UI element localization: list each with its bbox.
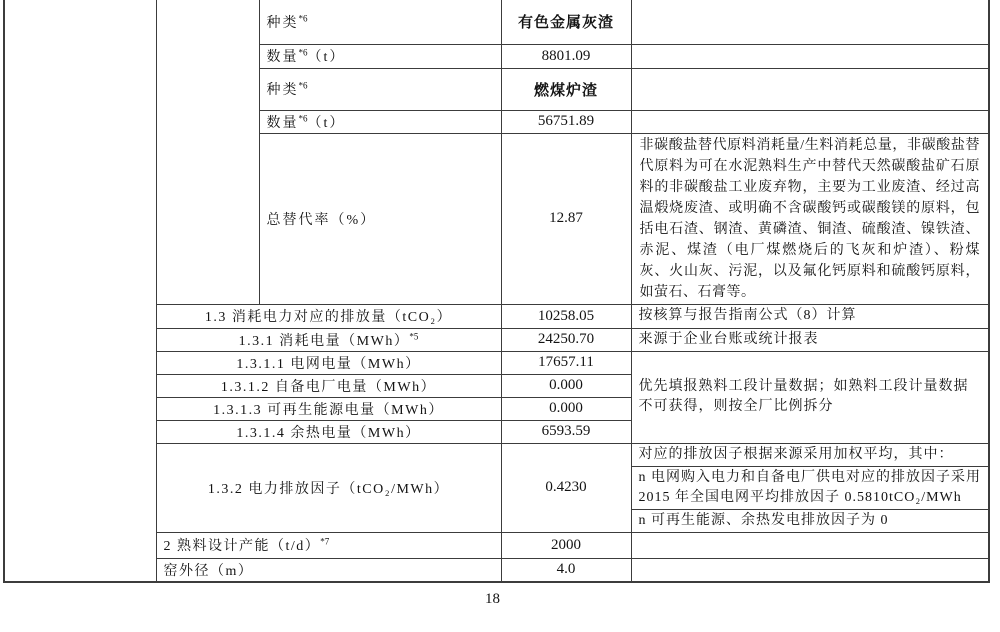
row-label: 1.3.1 消耗电量（MWh） [238,333,410,349]
table-row [4,0,989,44]
row-value-cell: 6593.59 [501,420,631,443]
row-label-cell [156,351,501,374]
row-label: 1.3.1.4 余热电量（MWh） [236,425,421,441]
row-label-cell [156,532,501,558]
footnote-marker: *6 [298,47,308,58]
row-label: 1.3 消耗电力对应的排放量（tCO₂） [204,310,453,325]
row-label-cell [156,397,501,420]
row-label: 1.3.1.2 自备电厂电量（MWh） [220,379,437,395]
row-note-cell: 对应的排放因子根据来源采用加权平均，其中： [631,443,989,466]
row-label-cell [259,44,501,68]
row-label-cell [259,0,501,44]
row-note-cell: n 电网购入电力和自备电厂供电对应的排放因子采用 2015 年全国电网平均排放因子 0.5810tCO₂/MWh [631,466,989,509]
row-note-cell: 优先填报熟料工段计量数据；如熟料工段计量数据不可获得，则按全厂比例拆分 [631,351,989,443]
footnote-marker: *6 [298,80,308,91]
row-note-cell: 非碳酸盐替代原料消耗量/生料消耗总量，非碳酸盐替代原料为可在水泥熟料生产中替代天然碳酸盐矿石原料的非碳酸盐工业废弃物，主要为工业废渣、经过高温煅烧废渣、或明确不含碳酸钙或碳酸镁的原料，包括电石渣、钢渣、黄磷渣、铜渣、硫酸渣、镍铁渣、赤泥、煤渣（电厂煤燃烧后的飞灰和炉渣）、粉煤灰、火山灰、污泥，以及氟化钙原料和硫酸钙原料，如萤石、石膏等。 [631,133,989,304]
row-label: 数量 [266,115,299,131]
row-label: 种类 [266,15,299,31]
footnote-marker: *5 [409,330,419,341]
row-label: 数量 [266,50,299,65]
row-value-cell: 0.000 [501,374,631,397]
row-label: 1.3.1.3 可再生能源电量（MWh） [213,402,444,418]
row-note-cell [631,44,989,68]
row-label-cell [156,374,501,397]
row-label: 总替代率（%） [266,212,377,228]
row-value-cell: 2000 [501,532,631,558]
row-value-cell: 24250.70 [501,328,631,351]
row-note-cell [631,110,989,133]
emissions-data-table [3,0,990,583]
left-margin-cell [4,0,156,582]
row-label: 种类 [266,83,299,98]
row-label: 2 熟料设计产能（t/d） [163,539,321,554]
row-label: 窑外径（m） [163,563,254,579]
row-label: 1.3.1.1 电网电量（MWh） [236,356,421,372]
page-number: 18 [485,591,500,607]
row-value-cell: 10258.05 [501,304,631,328]
row-label-cell [156,420,501,443]
row-note-cell [631,532,989,558]
footnote-marker: *6 [298,13,308,24]
indent-spacer-cell [156,0,259,304]
row-label-cell [156,328,501,351]
row-note-cell: 来源于企业台账或统计报表 [631,328,989,351]
row-value-cell: 56751.89 [501,110,631,133]
row-value-cell: 8801.09 [501,44,631,68]
row-value-cell: 4.0 [501,558,631,582]
row-label-cell [156,443,501,532]
row-value-cell: 17657.11 [501,351,631,374]
row-note-cell [631,558,989,582]
row-label-cell [259,133,501,304]
row-value-cell: 12.87 [501,133,631,304]
row-value-cell: 燃煤炉渣 [501,68,631,110]
row-label-cell [259,68,501,110]
row-note-cell: n 可再生能源、余热发电排放因子为 0 [631,509,989,532]
row-value-cell: 0.000 [501,397,631,420]
row-label-tail: （t） [307,50,346,65]
row-note-cell [631,0,989,44]
row-note-cell [631,68,989,110]
row-label-cell [156,558,501,582]
row-label-cell [156,304,501,328]
row-value-cell: 0.4230 [501,443,631,532]
row-label-tail: （t） [307,115,346,131]
row-value-cell: 有色金属灰渣 [501,0,631,44]
row-label: 1.3.2 电力排放因子（tCO₂/MWh） [207,481,450,497]
row-note-cell: 按核算与报告指南公式（8）计算 [631,304,989,328]
footnote-marker: *6 [298,112,308,123]
footnote-marker: *7 [320,536,330,547]
row-label-cell [259,110,501,133]
